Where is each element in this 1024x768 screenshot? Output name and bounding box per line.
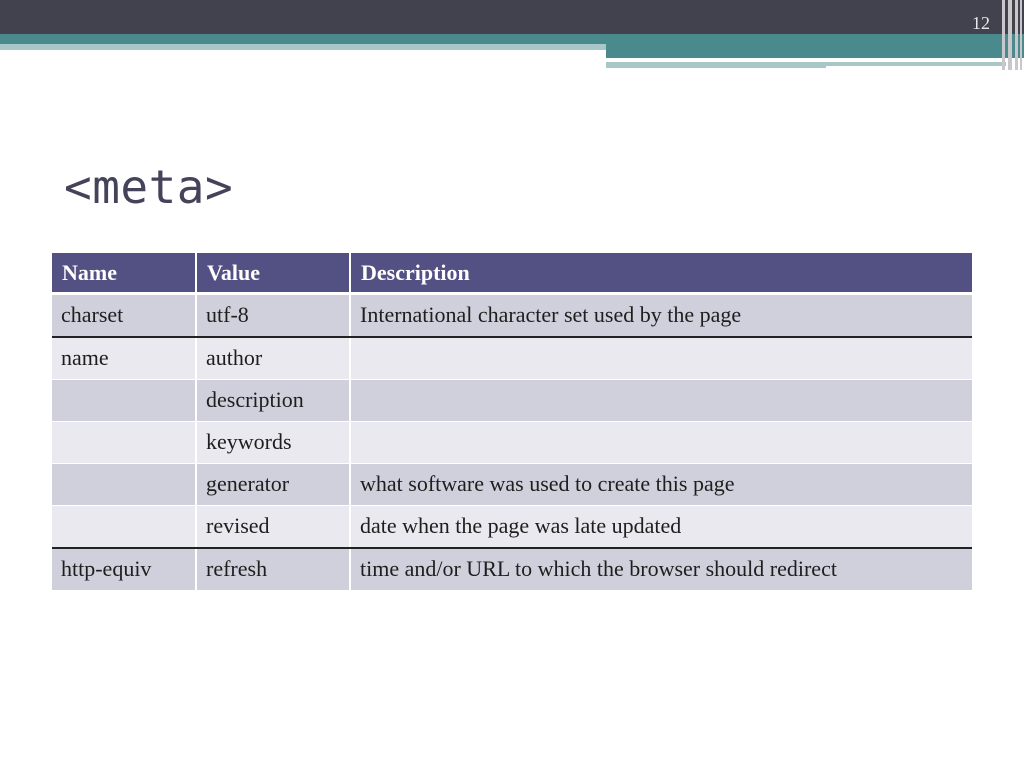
column-header-name: Name bbox=[52, 253, 196, 294]
header-light-strip bbox=[0, 44, 606, 50]
cell-description bbox=[350, 422, 972, 464]
table-row bbox=[52, 294, 972, 338]
cell-description: International character set used by the page bbox=[350, 294, 972, 338]
cell-value: refresh bbox=[196, 548, 350, 591]
cell-name: name bbox=[52, 337, 196, 380]
header-right-line-lower bbox=[826, 66, 1006, 68]
cell-description bbox=[350, 380, 972, 422]
cell-name bbox=[52, 464, 196, 506]
table-row bbox=[52, 548, 972, 591]
cell-description: what software was used to create this page bbox=[350, 464, 972, 506]
column-header-description: Description bbox=[350, 253, 972, 294]
cell-name bbox=[52, 380, 196, 422]
table-row bbox=[52, 422, 972, 464]
header-teal-band bbox=[0, 34, 1024, 44]
cell-description: time and/or URL to which the browser should redirect bbox=[350, 548, 972, 591]
header-vertical-bars bbox=[1000, 0, 1024, 70]
cell-name bbox=[52, 506, 196, 549]
cell-value: description bbox=[196, 380, 350, 422]
cell-value: revised bbox=[196, 506, 350, 549]
header-dark-band bbox=[0, 0, 1024, 34]
cell-value: generator bbox=[196, 464, 350, 506]
table-header-row bbox=[52, 253, 972, 294]
cell-name bbox=[52, 422, 196, 464]
table-row bbox=[52, 464, 972, 506]
cell-description bbox=[350, 337, 972, 380]
cell-value: utf-8 bbox=[196, 294, 350, 338]
cell-value: keywords bbox=[196, 422, 350, 464]
cell-description: date when the page was late updated bbox=[350, 506, 972, 549]
table-row bbox=[52, 380, 972, 422]
slide-number: 12 bbox=[972, 13, 990, 33]
table-row bbox=[52, 506, 972, 549]
cell-name: http-equiv bbox=[52, 548, 196, 591]
meta-table bbox=[52, 253, 972, 591]
table-row bbox=[52, 337, 972, 380]
cell-value: author bbox=[196, 337, 350, 380]
column-header-value: Value bbox=[196, 253, 350, 294]
cell-name: charset bbox=[52, 294, 196, 338]
header-right-block bbox=[606, 44, 1024, 58]
slide-title: <meta> bbox=[64, 160, 234, 214]
